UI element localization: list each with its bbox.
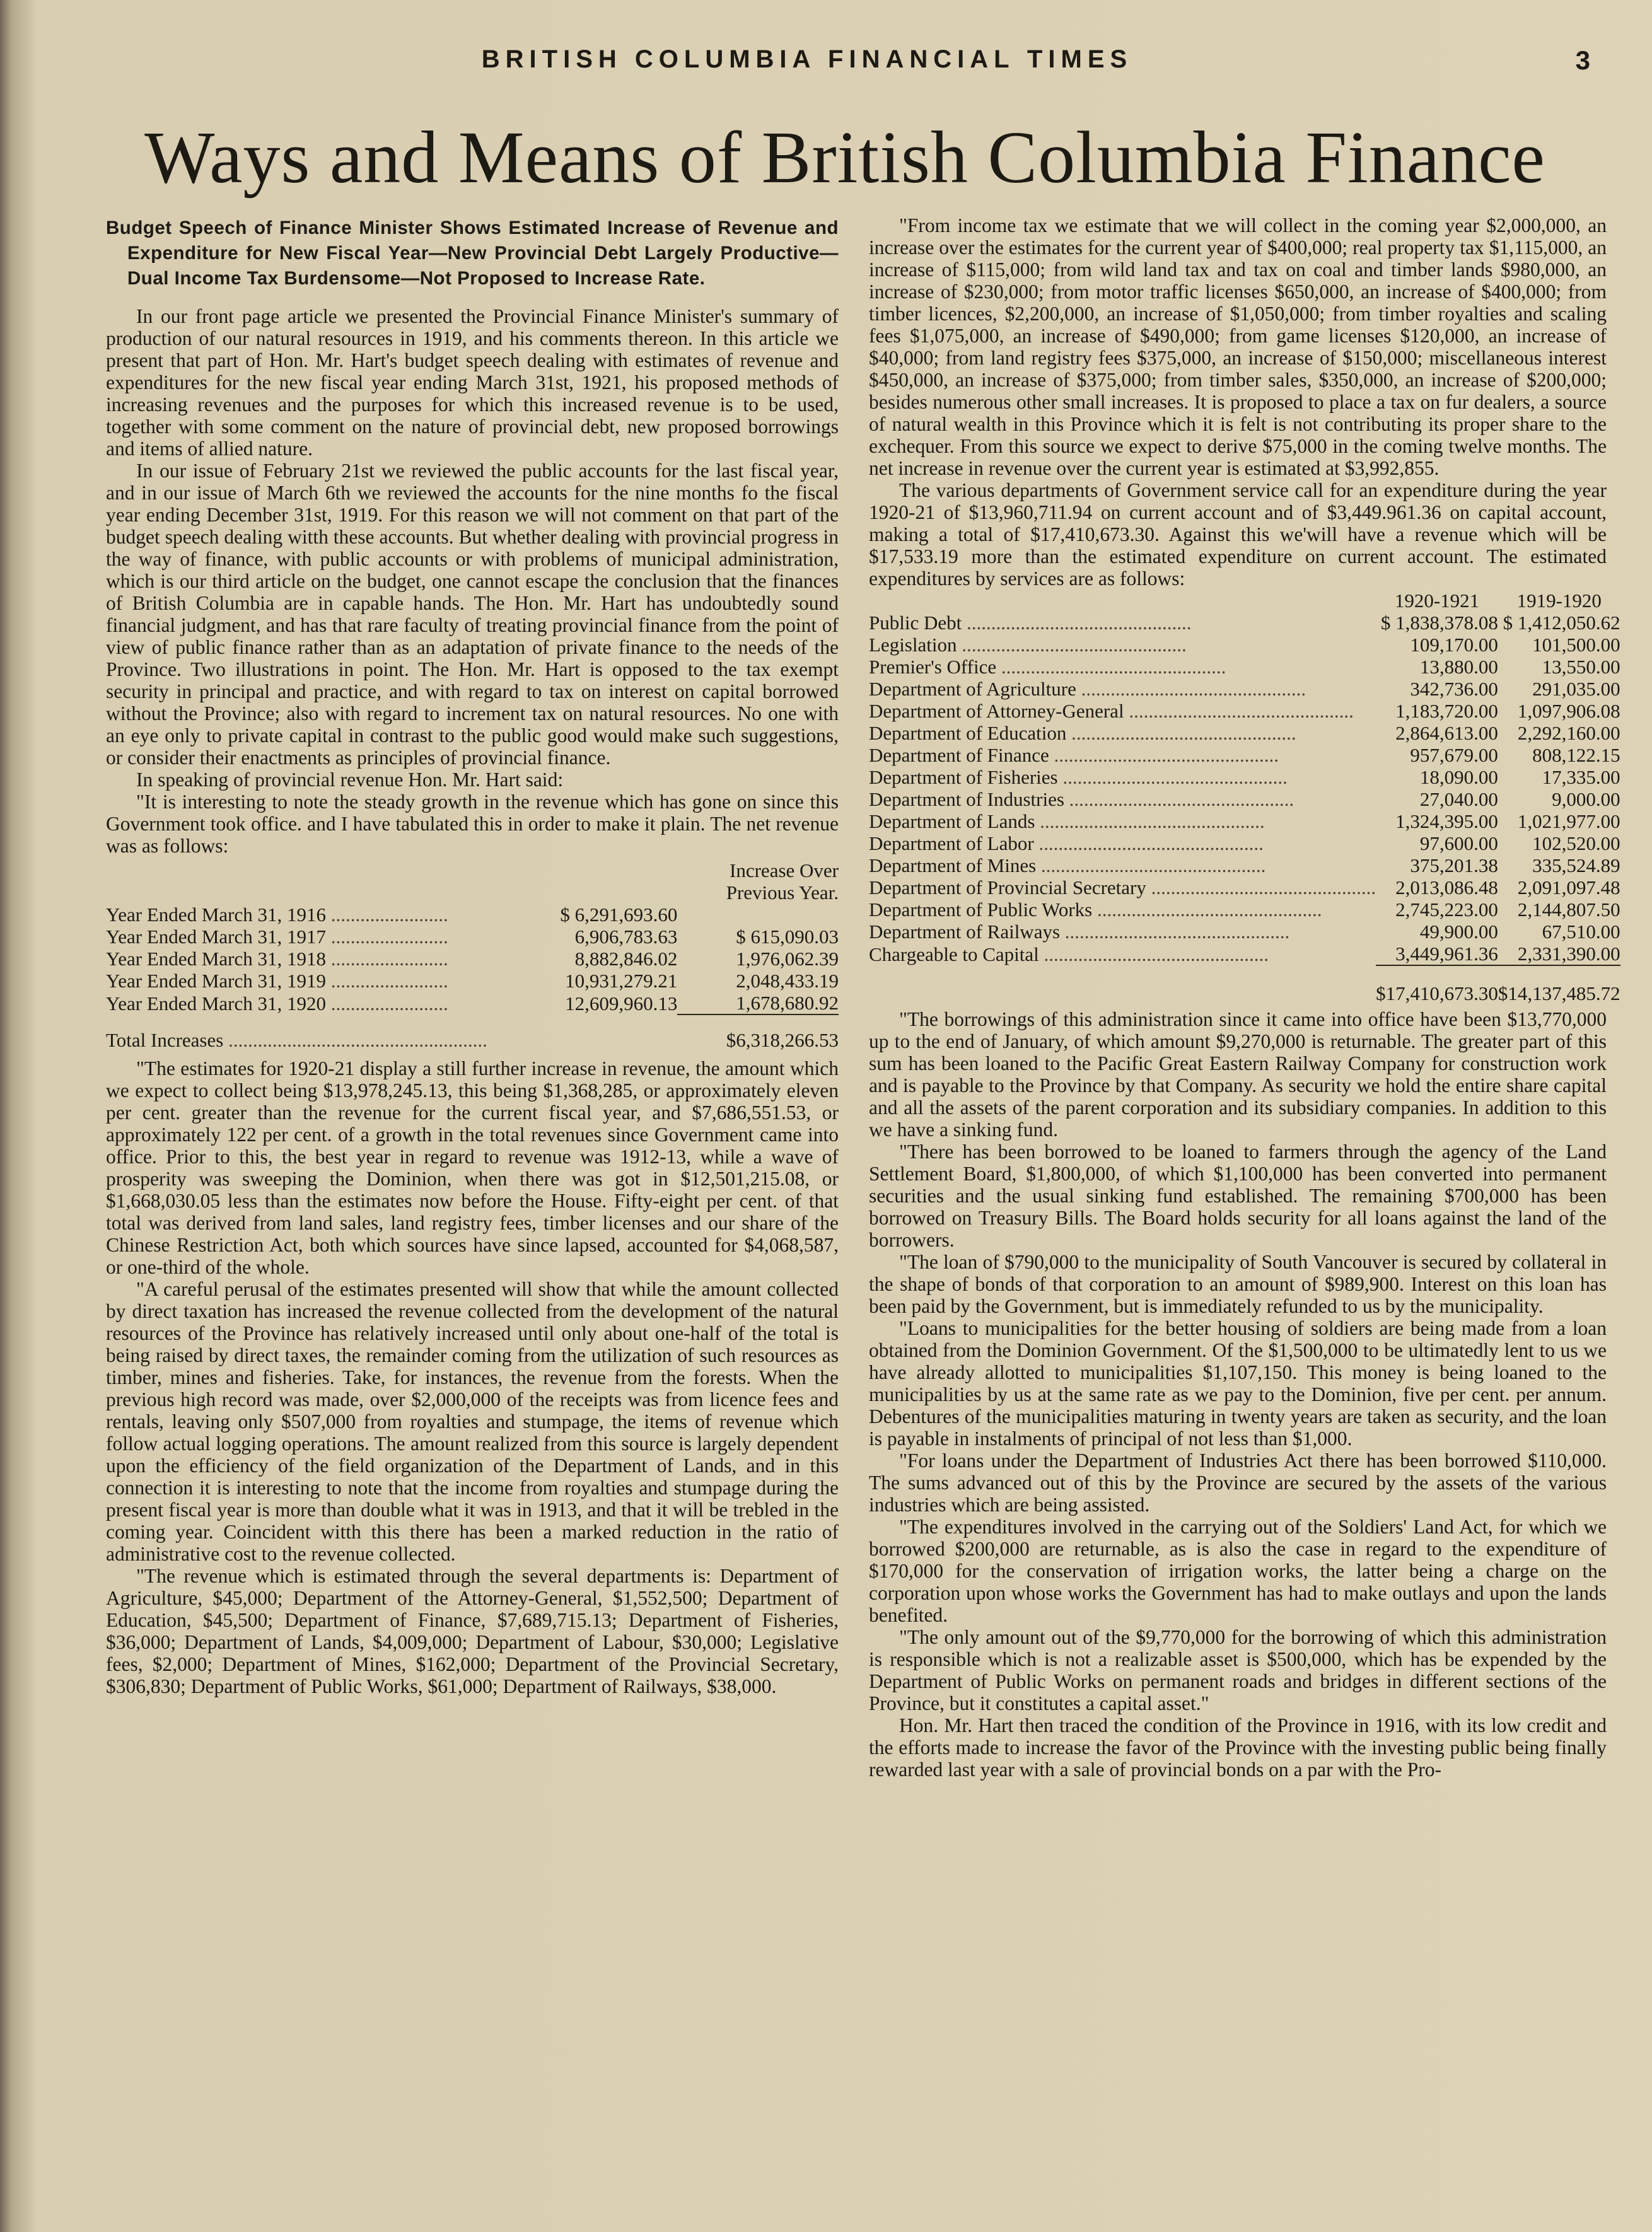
row-label: Year Ended March 31, 1919 <box>106 970 326 992</box>
paragraph: "A careful perusal of the estimates presented will show that while the amount collected by direct taxation has increased the revenue collected from the development of the natural resources of the Province has relatively increased until only about one-half of the total is being raised by direct taxes, the remainder coming from the utilization of such resources as timber, mines and fisheries. Take, for instances, the revenue from the forests. When the previous high record was made, over $2,000,000 of the receipts was from licence fees and rentals, leaving only $507,000 from royalties and stumpage, the items of revenue which follow actual logging operations. The amount realized from this source is largely dependent upon the efficiency of the field organization of the Department of Lands, and in this connection it is interesting to note that the income from royalties and stumpage during the present fiscal year is more than double what it was in 1913, and that it will be trebled in the coming year. Coincident witth this there has been a marked reduction in the ratio of administrative cost to the revenue collected. <box>106 1278 839 1565</box>
table-row: Department of Industries .............................................. 27,040.00 9,000.00 <box>869 788 1620 810</box>
row-label: Department of Attorney-General <box>869 700 1124 722</box>
right-column <box>869 214 1620 1781</box>
value-1920: 2,013,086.48 <box>1395 876 1498 898</box>
row-label: Public Debt <box>869 612 962 634</box>
row-label: Department of Fisheries <box>869 766 1058 788</box>
table-row: Public Debt .............................................. $ 1,838,378.08 $ 1,412,050.62 <box>869 612 1620 634</box>
table-row: Department of Mines .............................................. 375,201.38 335,524.89 <box>869 854 1620 876</box>
expenditure-table <box>869 590 1620 1004</box>
article-headline: Ways and Means of British Columbia Finance <box>144 116 1545 199</box>
paragraph: In speaking of provincial revenue Hon. Mr. Hart said: <box>136 769 564 791</box>
row-label: Department of Agriculture <box>869 678 1076 700</box>
table-row: Year Ended March 31, 1919 ........................ 10,931,279.21 2,048,433.19 <box>106 970 839 992</box>
value-1920: 3,449,961.36 <box>1395 943 1498 965</box>
row-label: Year Ended March 31, 1917 <box>106 926 326 948</box>
value-1919: 102,520.00 <box>1532 832 1620 854</box>
increase-value: 1,976,062.39 <box>736 948 839 970</box>
table-row: Year Ended March 31, 1918 ........................ 8,882,846.02 1,976,062.39 <box>106 948 839 970</box>
page-number: 3 <box>1575 45 1590 75</box>
value-1920: 109,170.00 <box>1410 634 1498 656</box>
value-1919: 335,524.89 <box>1532 854 1620 876</box>
total-value: $6,318,266.53 <box>677 1014 839 1051</box>
table-row: Department of Finance .............................................. 957,679.00 808,122.15 <box>869 744 1620 766</box>
table-row: Year Ended March 31, 1920 ........................ 12,609,960.13 1,678,680.92 <box>106 992 839 1014</box>
row-label: Year Ended March 31, 1920 <box>106 992 326 1014</box>
value-1920: 342,736.00 <box>1410 678 1498 700</box>
table-row: Department of Labor .............................................. 97,600.00 102,520.00 <box>869 832 1620 854</box>
row-label: Year Ended March 31, 1918 <box>106 948 326 970</box>
value-1920: 957,679.00 <box>1410 744 1498 766</box>
row-label: Department of Finance <box>869 744 1049 766</box>
col-header-1919: 1919-1920 <box>1516 590 1602 612</box>
value-1919: 67,510.00 <box>1542 921 1620 943</box>
value-1920: 97,600.00 <box>1419 832 1498 854</box>
row-label: Premier's Office <box>869 656 997 678</box>
table-row: Department of Fisheries .............................................. 18,090.00 17,335.00 <box>869 766 1620 788</box>
total-row: Total Increases ..................................................... $6,318,266.53 <box>106 1014 839 1051</box>
row-label: Chargeable to Capital <box>869 943 1039 965</box>
table-row: Year Ended March 31, 1917 ........................ 6,906,783.63 $ 615,090.03 <box>106 926 839 948</box>
paragraph: "The estimates for 1920-21 display a still further increase in revenue, the amount which we expect to collect being $13,978,245.13, this being $1,368,285, or approximately eleven per cent. greater than the revenue for the current fiscal year, and $7,686,551.53, or approximately 122 per cent. of a growth in the total revenues since Government came into office. Prior to this, the best year in regard to revenue was 1912-13, while a wave of prosperity was sweeping the Dominion, when there was got in $12,501,215.08, or $1,668,030.05 less than the estimates now before the House. Fifty-eight per cent. of that total was derived from land sales, land registry fees, timber licenses and our share of the Chinese Restriction Act, both which sources have since lapsed, accounted for $4,068,587, or one-third of the whole. <box>106 1057 839 1278</box>
row-label: Department of Public Works <box>869 898 1093 921</box>
value-1920: 375,201.38 <box>1410 854 1498 876</box>
table-row: Legislation .............................................. 109,170.00 101,500.00 <box>869 634 1620 656</box>
value-1920: 49,900.00 <box>1419 921 1498 943</box>
increase-value: $ 615,090.03 <box>736 926 839 948</box>
row-label: Year Ended March 31, 1916 <box>106 904 326 926</box>
value-1919: 9,000.00 <box>1552 788 1620 810</box>
article-subhead: Budget Speech of Finance Minister Shows Estimated Increase of Revenue and Expenditure for New Fiscal Year—New Provincial Debt Largely Productive—Dual Income Tax Burdensome—Not Proposed to Increase Rate. <box>106 218 839 289</box>
increase-header-2: Previous Year. <box>726 881 839 904</box>
increase-header-1: Increase Over <box>730 859 839 881</box>
revenue-table <box>106 859 839 1051</box>
table-row: Premier's Office .............................................. 13,880.00 13,550.00 <box>869 656 1620 678</box>
value-1919: $ 1,412,050.62 <box>1503 612 1620 634</box>
table-row: Department of Railways .............................................. 49,900.00 67,510.00 <box>869 921 1620 943</box>
total-1919: $14,137,485.72 <box>1498 965 1620 1004</box>
value-1919: 2,091,097.48 <box>1517 876 1620 898</box>
total-label: Total Increases <box>106 1029 224 1051</box>
paragraph: The various departments of Government service call for an expenditure during the year 1920-21 of $13,960,711.94 on current account and of $3,449.961.36 on capital account, making a total of $17,410,673.30. Against this we'will have a revenue which will be $17,533.19 more than the estimated expenditure on current account. The estimated expenditures by services are as follows: <box>869 479 1607 590</box>
value-1920: $ 1,838,378.08 <box>1380 612 1498 634</box>
value-1920: 1,324,395.00 <box>1395 810 1498 832</box>
revenue-value: 10,931,279.21 <box>565 970 678 992</box>
value-1920: 2,864,613.00 <box>1395 722 1498 744</box>
value-1919: 101,500.00 <box>1532 634 1620 656</box>
table-row: Department of Lands .............................................. 1,324,395.00 1,021,977.00 <box>869 810 1620 832</box>
value-1920: 13,880.00 <box>1419 656 1498 678</box>
value-1920: 2,745,223.00 <box>1395 898 1498 921</box>
paragraph: "The only amount out of the $9,770,000 for the borrowing of which this administration is responsible which is not a realizable asset is $500,000, which has be expended by the Department of Public Works on permanent roads and bridges in different sections of the Province, but it constitutes a capital asset." <box>869 1626 1607 1714</box>
paragraph: In our front page article we presented the Provincial Finance Minister's summary of production of our natural resources in 1919, and his comments thereon. In this article we present that part of Hon. Mr. Hart's budget speech dealing with estimates of revenue and expenditures for the new fiscal year ending March 31st, 1921, his proposed methods of increasing revenues and the purposes for which this increased revenue is to be used, together with some comment on the nature of provincial debt, new proposed borrowings and items of allied nature. <box>106 305 839 460</box>
paragraph: "From income tax we estimate that we will collect in the coming year $2,000,000, an increase over the estimates for the current year of $400,000; real property tax $1,115,000, an increase of $115,000; from wild land tax and tax on coal and timber lands $980,000, an increase of $230,000; from motor traffic licenses $650,000, an increase of $400,000; from timber licences, $2,200,000, an increase of $1,050,000; from timber royalties and scaling fees $1,075,000, an increase of $490,000; from game licenses $120,000, an increase of $40,000; from land registry fees $375,000, an increase of $150,000; miscellaneous interest $450,000, an increase of $375,000; from timber sales, $350,000, an increase of $200,000; besides numerous other small increases. It is proposed to place a tax on fur dealers, a source of natural wealth in this Province which it is felt is not contributing its proper share to the exchequer. From this source we expect to derive $75,000 in the coming twelve months. The net increase in revenue over the current year is estimated at $3,992,855. <box>869 214 1607 479</box>
row-label: Department of Provincial Secretary <box>869 876 1146 898</box>
table-row: Department of Education .............................................. 2,864,613.00 2,292,160.00 <box>869 722 1620 744</box>
running-head <box>0 45 1652 83</box>
paragraph: "The loan of $790,000 to the municipality of South Vancouver is secured by collateral in the shape of bonds of that corporation to an amount of $989,900. Interest on this loan has been paid by the Government, but is immediately refunded to us by the municipality. <box>869 1251 1607 1317</box>
revenue-value: 8,882,846.02 <box>574 948 678 970</box>
paragraph: "Loans to municipalities for the better housing of soldiers are being made from a loan obtained from the Dominion Government. Of the $1,500,000 to be ultimatedly lent to us we have already allotted to municipalities $1,107,150. This money is being loaned to the municipalities by us at the same rate as we pay to the Dominion, five per cent. per annum. Debentures of the municipalities maturing in twenty years are taken as security, and the loan is payable in instalments of principal of not less than $1,000. <box>869 1317 1607 1450</box>
table-header-row <box>106 859 839 881</box>
table-row: Chargeable to Capital .............................................. 3,449,961.36 2,331,390.00 <box>869 943 1620 965</box>
row-label: Department of Railways <box>869 921 1061 943</box>
revenue-value: 6,906,783.63 <box>574 926 678 948</box>
paragraph: "There has been borrowed to be loaned to farmers through the agency of the Land Settlement Board, $1,800,000, of which $1,100,000 has been converted into permanent securities and the usual sinking fund established. The remaining $700,000 has been borrowed on Treasury Bills. The Board holds security for all loans against the land of the borrowers. <box>869 1141 1607 1251</box>
row-label: Department of Labor <box>869 832 1034 854</box>
value-1919: 1,097,906.08 <box>1517 700 1620 722</box>
row-label: Legislation <box>869 634 957 656</box>
value-1919: 2,144,807.50 <box>1517 898 1620 921</box>
value-1920: 1,183,720.00 <box>1395 700 1498 722</box>
value-1919: 13,550.00 <box>1542 656 1620 678</box>
total-row <box>869 965 1620 1004</box>
value-1919: 17,335.00 <box>1542 766 1620 788</box>
value-1919: 2,292,160.00 <box>1517 722 1620 744</box>
row-label: Department of Industries <box>869 788 1064 810</box>
total-1920: $17,410,673.30 <box>1376 965 1498 1004</box>
table-row: Department of Attorney-General .............................................. 1,183,720.00 1,097,906.08 <box>869 700 1620 722</box>
revenue-value: 12,609,960.13 <box>565 992 678 1014</box>
row-label: Department of Lands <box>869 810 1035 832</box>
value-1919: 2,331,390.00 <box>1517 943 1620 965</box>
paragraph: Hon. Mr. Hart then traced the condition of the Province in 1916, with its low credit and the efforts made to increase the favor of the Province with the investing public being finally rewarded last year with a sale of provincial bonds on a par with the Pro- <box>869 1714 1607 1781</box>
paragraph: In our issue of February 21st we reviewed the public accounts for the last fiscal year, and in our issue of March 6th we reviewed the accounts for the nine months fo the fiscal year ending December 31st, 1919. For this reason we will not comment on that part of the budget speech dealing witth these accounts. But whether dealing with provincial progress in the way of finance, with public accounts or with problems of municipal administration, which is our third article on the budget, one cannot escape the conclusion that the finances of British Columbia are in capable hands. The Hon. Mr. Hart has undoubtedly sound financial judgment, and has that rare faculty of treating provincial finance from the point of view of public finance rather than as an adaptation of private finance to the needs of the Province. Two illustrations in point. The Hon. Mr. Hart is opposed to the tax exempt security in principal and practice, and with regard to tax on interest on capital borrowed without the Province; also with regard to increment tax on natural resources. No one with an eye only to private capital in contrast to the public good would make such suggestions, or consider their enactments as principles of provincial finance. <box>106 460 839 769</box>
paragraph: "The expenditures involved in the carrying out of the Soldiers' Land Act, for which we borrowed $200,000 are returnable, as is also the case in regard to the expenditure of $170,000 for the conservation of irrigation works, the latter being a charge on the corporation upon whose works the Government has had to make outlays and upon the lands benefited. <box>869 1516 1607 1626</box>
row-label: Department of Mines <box>869 854 1037 876</box>
paragraph: "The revenue which is estimated through the several departments is: Department of Agriculture, $45,000; Department of the Attorney-General, $1,552,500; Department of Education, $45,500; Department of Finance, $7,689,715.13; Department of Fisheries, $36,000; Department of Lands, $4,009,000; Department of Labour, $30,000; Legislative fees, $2,000; Department of Mines, $162,000; Department of the Provincial Secretary, $306,830; Department of Public Works, $61,000; Department of Railways, $38,000. <box>106 1565 839 1697</box>
table-header-row <box>869 590 1620 612</box>
table-header-row <box>106 881 839 904</box>
col-header-1920: 1920-1921 <box>1394 590 1480 612</box>
increase-value <box>677 904 839 926</box>
value-1919: 291,035.00 <box>1532 678 1620 700</box>
paragraph: "The borrowings of this administration since it came into office have been $13,770,000 up to the end of January, of which amount $9,270,000 is returnable. The greater part of this sum has been loaned to the Pacific Great Eastern Railway Company for construction work and is payable to the Province by that Company. As security we hold the entire share capital and all the assets of the parent corporation and its subsidiary companies. In addition to this we have a sinking fund. <box>869 1008 1607 1141</box>
paragraph: "For loans under the Department of Industries Act there has been borrowed $110,000. The sums advanced out of this by the Province are secured by the assets of the various industries which are being assisted. <box>869 1450 1607 1516</box>
increase-value: 2,048,433.19 <box>736 970 839 992</box>
increase-value: 1,678,680.92 <box>736 992 839 1014</box>
row-label: Department of Education <box>869 722 1067 744</box>
value-1919: 808,122.15 <box>1532 744 1620 766</box>
table-row: Department of Provincial Secretary .............................................. 2,013,086.48 2,091,097.48 <box>869 876 1620 898</box>
revenue-value: $ 6,291,693.60 <box>560 904 678 926</box>
table-row: Department of Agriculture .............................................. 342,736.00 291,035.00 <box>869 678 1620 700</box>
value-1919: 1,021,977.00 <box>1517 810 1620 832</box>
value-1920: 27,040.00 <box>1419 788 1498 810</box>
paragraph: "It is interesting to note the steady growth in the revenue which has gone on since this Government took office. and I have tabulated this in order to make it plain. The net revenue was as follows: <box>106 791 839 857</box>
table-row: Year Ended March 31, 1916 ........................ $ 6,291,693.60 <box>106 904 839 926</box>
publication-title: BRITISH COLUMBIA FINANCIAL TIMES <box>481 45 1133 73</box>
table-row: Department of Public Works .............................................. 2,745,223.00 2,144,807.50 <box>869 898 1620 921</box>
value-1920: 18,090.00 <box>1419 766 1498 788</box>
left-column <box>106 214 839 1697</box>
